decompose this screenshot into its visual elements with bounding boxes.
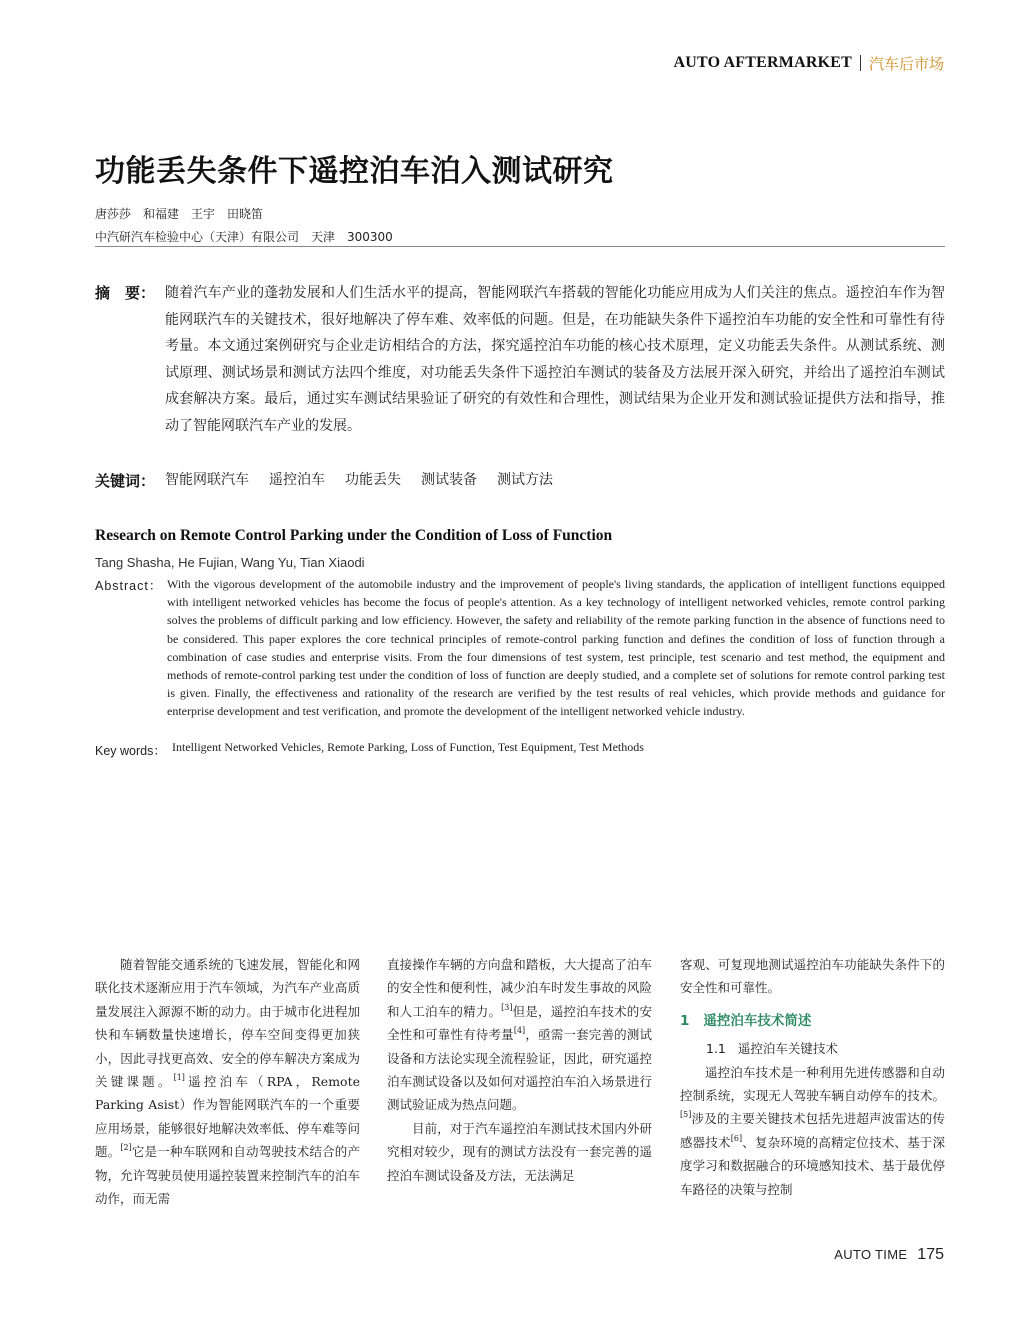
header-divider: [860, 55, 861, 71]
citation: [2]: [120, 1143, 132, 1153]
keyword-cn: 测试装备: [421, 472, 477, 488]
running-header: [674, 52, 945, 74]
citation: [5]: [680, 1110, 692, 1120]
keywords-cn-label: 关键词：: [95, 472, 156, 490]
keywords-en-label: Key words：: [95, 744, 166, 758]
keywords-cn-list: [165, 469, 553, 489]
keywords-en-list: Intelligent Networked Vehicles, Remote Parking, Loss of Function, Test Equipment, Test Methods: [172, 740, 644, 754]
author-list: 唐莎莎 和福建 王宇 田晓笛: [95, 207, 264, 221]
abstract-cn-label: 摘 要：: [95, 284, 156, 302]
paragraph: 客观、可复现地测试遥控泊车功能缺失条件下的安全性和可靠性。: [680, 957, 945, 996]
section-heading: 1 遥控泊车技术简述: [680, 1012, 812, 1029]
citation: [3]: [501, 1002, 513, 1012]
body-column-3: [680, 953, 945, 1201]
header-rule: [95, 246, 945, 247]
page-footer: [834, 1246, 944, 1264]
english-authors: Tang Shasha, He Fujian, Wang Yu, Tian Xiaodi: [95, 555, 365, 570]
abstract-cn-text: 随着汽车产业的蓬勃发展和人们生活水平的提高，智能网联汽车搭载的智能化功能应用成为人们关注的焦点。遥控泊车作为智能网联汽车的关键技术，很好地解决了停车难、效率低的问题。但是，在功能缺失条件下遥控泊车功能的安全性和可靠性有待考量。本文通过案例研究与企业走访相结合的方法，探究遥控泊车功能的核心技术原理，定义功能丢失条件。从测试系统、测试原理、测试场景和测试方法四个维度，对功能丢失条件下遥控泊车测试的装备及方法展开深入研究，并给出了遥控泊车测试成套解决方案。最后，通过实车测试结果验证了研究的有效性和合理性，测试结果为企业开发和测试验证提供方法和指导，推动了智能网联汽车产业的发展。: [165, 285, 945, 434]
keyword-cn: 测试方法: [497, 472, 553, 488]
article-title: 功能丢失条件下遥控泊车泊入测试研究: [95, 154, 614, 189]
paragraph: 遥控泊车技术是一种利用先进传感器和自动控制系统，实现无人驾驶车辆自动停车的技术。[5]涉及的主要关键技术包括先进超声波雷达的传感器技术[6]、复杂环境的高精定位技术、基于深度学习和数据融合的环境感知技术、基于最优停车路径的决策与控制: [680, 1064, 945, 1197]
paragraph: 随着智能交通系统的飞速发展，智能化和网联化技术逐渐应用于汽车领域，为汽车产业高质量发展注入源源不断的动力。由于城市化进程加快和车辆数量快速增长，停车空间变得更加狭小，因此寻找更高效、安全的停车解决方案成为关键课题。[1]遥控泊车（RPA，Remote Parking Asist）作为智能网联汽车的一个重要应用场景，能够很好地解决效率低、停车难等问题。[2]它是一种车联网和自动驾驶技术结合的产物，允许驾驶员使用遥控装置来控制汽车的泊车动作，而无需: [95, 957, 360, 1207]
abstract-en-text: With the vigorous development of the automobile industry and the improvement of people's living standards, the application of intelligent functions equipped with intelligent networked vehicles has become the focus of people's attention. As a key technology of intelligent networked vehicles, remote control parking solves the problems of difficult parking and low efficiency. However, the safety and reliability of the remote parking function in the absence of functions need to be considered. This paper explores the core technical principles of remote-control parking function and defines the condition of loss of function through a combination of case studies and enterprise visits. From the four dimensions of test system, test principle, test scenario and test method, the equipment and methods of remote-control parking test under the condition of loss of function are deeply studied, and a complete set of solutions for remote control parking test is given. Finally, the effectiveness and rationality of the research are verified by the test results of real vehicles, which provide methods and guidance for enterprise development and test verification, and promote the development of the intelligent networked vehicle industry.: [167, 577, 945, 719]
paragraph: 目前，对于汽车遥控泊车测试技术国内外研究相对较少，现有的测试方法没有一套完善的遥控泊车测试设备及方法，无法满足: [387, 1120, 652, 1183]
footer-magazine: AUTO TIME: [834, 1247, 908, 1262]
keyword-cn: 遥控泊车: [269, 472, 325, 488]
journal-name-cn: 汽车后市场: [868, 54, 944, 73]
affiliation: 中汽研汽车检验中心（天津）有限公司 天津 300300: [95, 230, 393, 244]
paragraph: 直接操作车辆的方向盘和踏板，大大提高了泊车的安全性和便利性，减少泊车时发生事故的风险和人工泊车的精力。[3]但是，遥控泊车技术的安全性和可靠性有待考量[4]，亟需一套完善的测试设备和方法论实现全流程验证，因此，研究遥控泊车测试设备以及如何对遥控泊车泊入场景进行测试验证成为热点问题。: [387, 957, 652, 1113]
keyword-cn: 功能丢失: [345, 472, 401, 488]
abstract-en-label: Abstract：: [95, 579, 163, 593]
body-column-1: [95, 953, 360, 1210]
english-title: Research on Remote Control Parking under the Condition of Loss of Function: [95, 527, 613, 544]
citation: [6]: [730, 1133, 743, 1143]
body-column-2: [387, 953, 652, 1187]
subsection-heading: 1.1 遥控泊车关键技术: [706, 1041, 838, 1057]
keyword-cn: 智能网联汽车: [165, 472, 249, 488]
citation: [4]: [513, 1026, 526, 1036]
journal-name-en: AUTO AFTERMARKET: [673, 54, 852, 71]
citation: [1]: [173, 1073, 185, 1083]
page-number: 175: [917, 1246, 944, 1263]
